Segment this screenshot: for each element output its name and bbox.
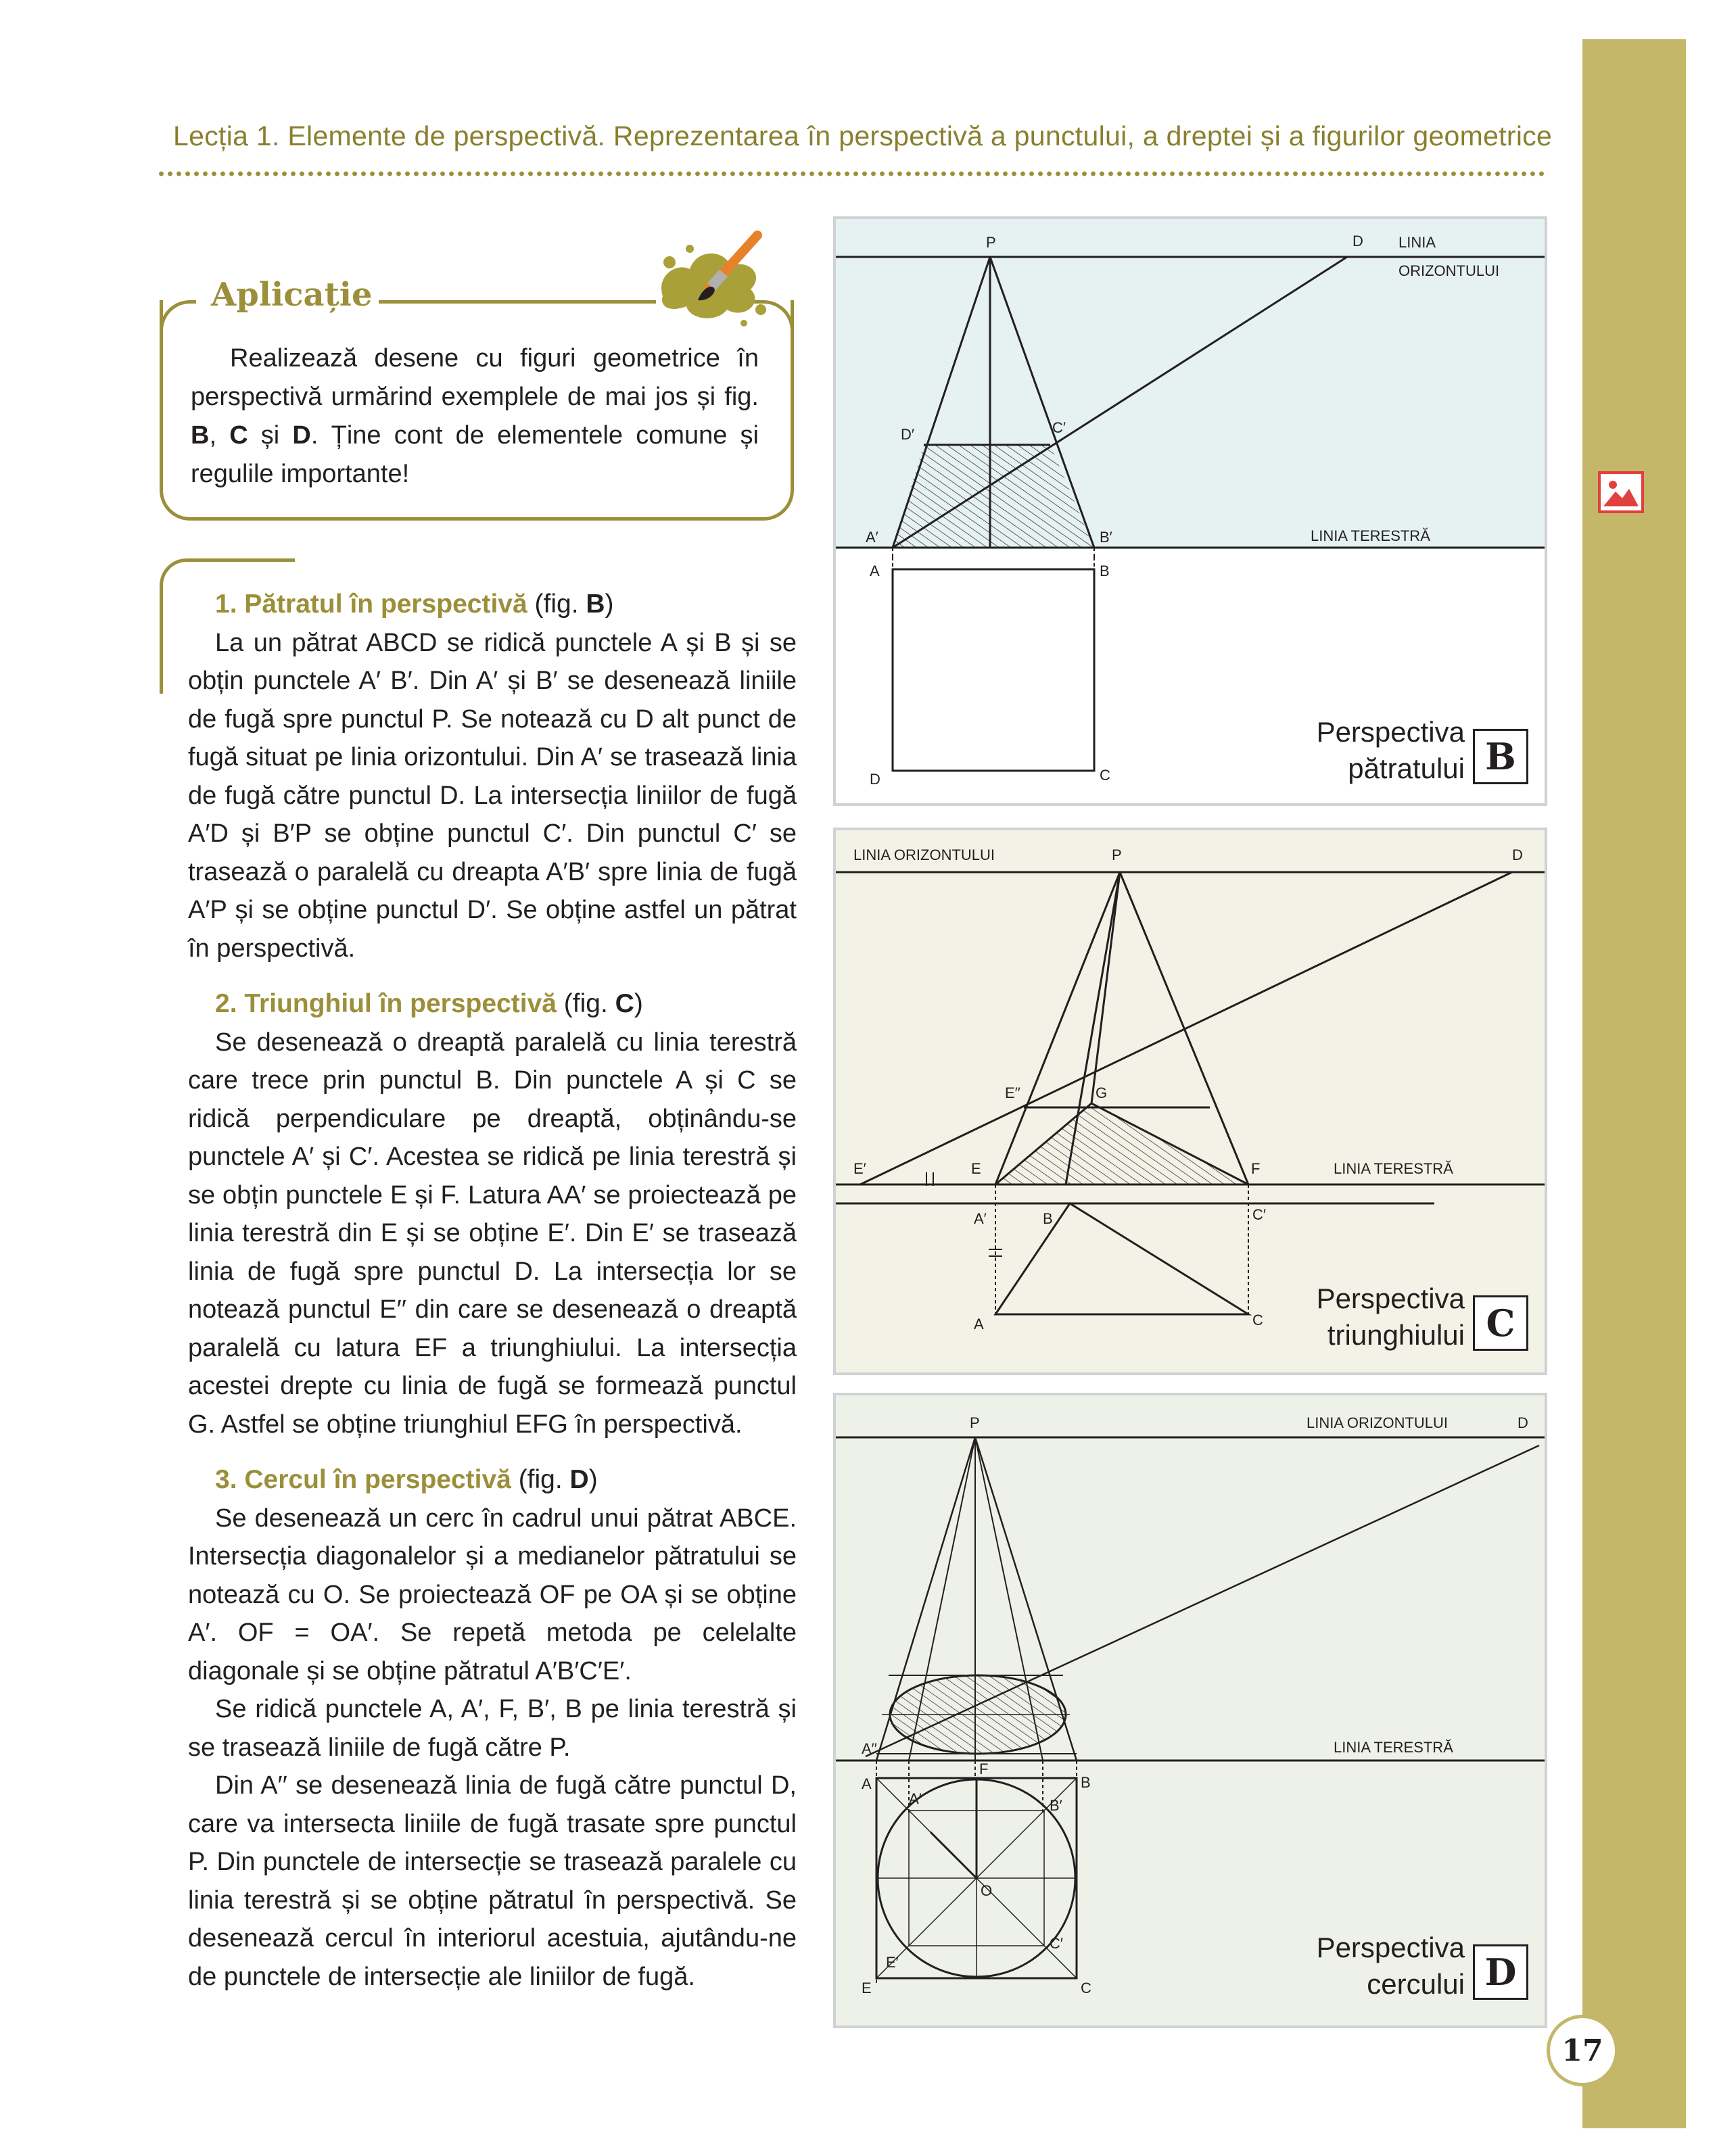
section-title: 1. Pătratul în perspectivă (fig. B)	[215, 590, 614, 619]
line-label: LINIA ORIZONTULUI	[1307, 1414, 1449, 1431]
point-label: A	[862, 1775, 872, 1792]
point-label: B	[1043, 1210, 1053, 1227]
figure-caption: Perspectiva triunghiului	[1316, 1283, 1465, 1351]
line-label: LINIA TERESTRĂ	[1334, 1739, 1453, 1756]
figure-d	[833, 1393, 1547, 2028]
point-label: A′′	[862, 1740, 877, 1757]
point-label: F	[1251, 1160, 1261, 1177]
line-label: LINIA TERESTRĂ	[1334, 1160, 1453, 1177]
point-label: A′	[909, 1790, 922, 1807]
point-label: D	[1353, 233, 1363, 249]
paragraph: Se ridică punctele A, A′, F, B′, B pe linia terestră și se trasează liniile de fugă către P.	[188, 1695, 797, 1762]
point-label: A′	[866, 529, 878, 546]
paragraph: Se desenează un cerc în cadrul unui pătrat ABCE. Intersecția diagonalelor și a medianelor pătratului se notează cu O. Se proiectează OF pe OA și se obține A′. OF = OA′. Se repetă metoda pe celelalte diagonale și se obține pătratul A′B′C′E′.	[188, 1504, 797, 1685]
point-label: B	[1100, 562, 1110, 579]
application-text: Realizează desene cu figuri geometrice în perspectivă urmărind exemplele de mai jos și fig. B, C și D. Ține cont de elementele comune și regulile importante!	[191, 344, 759, 488]
point-label: E	[862, 1980, 872, 1996]
figure-caption: Perspectiva cercului	[1316, 1932, 1465, 2000]
figure-badge: D	[1473, 1944, 1528, 2000]
point-label: A	[974, 1316, 984, 1333]
side-band	[1582, 39, 1686, 2128]
point-label: C′	[1050, 1935, 1064, 1952]
point-label: D	[1512, 846, 1523, 863]
point-label: E	[971, 1160, 981, 1177]
point-label: D′	[901, 426, 915, 443]
point-label: P	[970, 1414, 980, 1431]
paint-splash-icon	[649, 222, 798, 330]
point-label: A′	[974, 1210, 987, 1227]
point-label: D	[1518, 1414, 1528, 1431]
figure-badge: B	[1473, 729, 1528, 784]
point-label: C	[1100, 767, 1110, 784]
figure-caption: Perspectiva pătratului	[1316, 716, 1465, 784]
point-label: D	[870, 771, 880, 788]
point-label: F	[979, 1760, 989, 1777]
point-label: B′	[1050, 1797, 1062, 1814]
point-label: G	[1096, 1084, 1108, 1101]
page-header: Lecția 1. Elemente de perspectivă. Reprezentarea în perspectivă a punctului, a dreptei și a figurilor geometrice	[173, 120, 1553, 151]
figure-badge: C	[1473, 1295, 1528, 1351]
point-label: A	[870, 562, 880, 579]
line-label: ORIZONTULUI	[1398, 262, 1500, 279]
point-label: C	[1081, 1980, 1091, 1996]
figure-b	[833, 216, 1547, 806]
page-number: 17	[1547, 2015, 1618, 2086]
point-label: C′	[1252, 1206, 1267, 1223]
paragraph: Din A′′ se desenează linia de fugă către punctul D, care va intersecta liniile de fugă trasate spre punctul P. Din punctele de intersecție se trasează paralele cu linia terestră și se obține pătratul în perspectivă. Se desenează cercul în interiorul acestuia, ajutându-ne de punctele de intersecție ale liniilor de fugă.	[188, 1771, 797, 1991]
application-box-line	[379, 300, 656, 304]
paragraph: Se desenează o dreaptă paralelă cu linia terestră care trece prin punctul B. Din punctele A și C se ridică perpendiculare pe dreaptă, obținându-se punctele A′ și C′. Acestea se ridică pe linia terestră și se obțin punctele E și F. Latura AA′ se proiectează pe linia terestră din E și se obține E′. Din E′ se trasează linia de fugă spre punctul D. La intersecția lor se notează punctul E′′ din care se desenează o dreaptă paralelă cu latura EF a triunghiului. La intersecția acestei drepte cu linia de fugă se formează punctul G. Astfel se obține triunghiul EFG în perspectivă.	[188, 1028, 797, 1439]
application-title: Aplicație	[211, 276, 373, 314]
section-title: 3. Cercul în perspectivă (fig. D)	[215, 1465, 598, 1494]
point-label: E′′	[1005, 1084, 1020, 1101]
line-label: LINIA ORIZONTULUI	[853, 846, 995, 863]
point-label: B	[1081, 1774, 1091, 1791]
section-title: 2. Triunghiul în perspectivă (fig. C)	[215, 989, 643, 1018]
header-divider	[157, 170, 1547, 177]
lesson-body	[188, 585, 797, 1996]
point-label: P	[1112, 846, 1122, 863]
point-label: B′	[1100, 529, 1112, 546]
point-label: O	[981, 1882, 993, 1899]
image-icon[interactable]	[1598, 471, 1644, 513]
point-label: C′	[1052, 419, 1066, 436]
paragraph: La un pătrat ABCD se ridică punctele A și B și se obțin punctele A′ B′. Din A′ și B′ se desenează liniile de fugă spre punctul P. Se notează cu D alt punct de fugă situat pe linia orizontului. Din A′ se trasează linia de fugă către punctul D. La intersecția liniilor de fugă A′D și B′P se obține punctul C′. Din punctul C′ se trasează o paralelă cu dreapta A′B′ spre linia de fugă A′P și se obține punctul D′. Se obține astfel un pătrat în perspectivă.	[188, 628, 797, 963]
line-label: LINIA	[1398, 234, 1436, 251]
point-label: C	[1252, 1312, 1263, 1328]
point-label: E′	[886, 1954, 899, 1971]
point-label: P	[986, 234, 996, 251]
point-label: E′	[853, 1160, 866, 1177]
figure-c	[833, 828, 1547, 1375]
line-label: LINIA TERESTRĂ	[1311, 527, 1430, 544]
